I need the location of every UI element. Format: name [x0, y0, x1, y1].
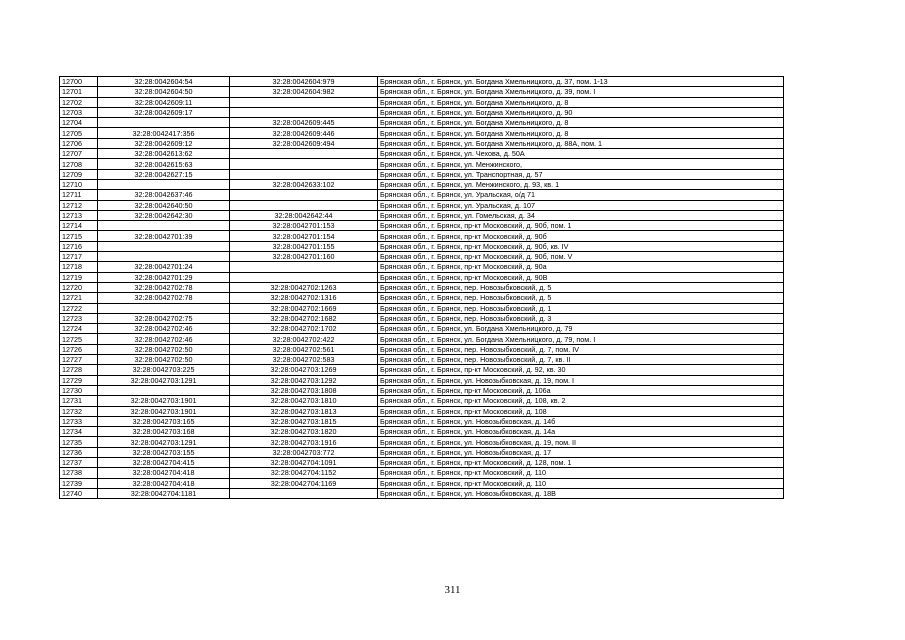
record-number-cell: 12728	[60, 365, 98, 375]
table-row	[60, 272, 784, 282]
record-number-cell: 12720	[60, 282, 98, 292]
address-cell: Брянская обл., г. Брянск, пер. Новозыбковский, д. 1	[378, 303, 784, 313]
record-number-cell: 12737	[60, 457, 98, 467]
cadastral-number-cell: 32:28:0042609:12	[98, 138, 230, 148]
cadastral-number-cell: 32:28:0042702:46	[98, 334, 230, 344]
record-number-cell: 12710	[60, 179, 98, 189]
address-cell: Брянская обл., г. Брянск, ул. Транспортная, д. 57	[378, 169, 784, 179]
building-cadastral-number-cell	[230, 200, 378, 210]
address-cell: Брянская обл., г. Брянск, ул. Новозыбковская, д. 18В	[378, 488, 784, 498]
table-row	[60, 385, 784, 395]
record-number-cell: 12724	[60, 324, 98, 334]
address-cell: Брянская обл., г. Брянск, ул. Новозыбковская, д. 19, пом. I	[378, 375, 784, 385]
record-number-cell: 12709	[60, 169, 98, 179]
building-cadastral-number-cell: 32:28:0042704:1091	[230, 457, 378, 467]
cadastral-number-cell: 32:28:0042704:415	[98, 457, 230, 467]
table-row	[60, 252, 784, 262]
table-row	[60, 457, 784, 467]
table-row	[60, 138, 784, 148]
record-number-cell: 12726	[60, 344, 98, 354]
record-number-cell: 12712	[60, 200, 98, 210]
cadastral-number-cell: 32:28:0042703:1291	[98, 437, 230, 447]
cadastral-number-cell: 32:28:0042704:1181	[98, 488, 230, 498]
record-number-cell: 12719	[60, 272, 98, 282]
table-row	[60, 375, 784, 385]
table-row	[60, 427, 784, 437]
record-number-cell: 12733	[60, 416, 98, 426]
building-cadastral-number-cell: 32:28:0042702:1669	[230, 303, 378, 313]
address-cell: Брянская обл., г. Брянск, пр-кт Московский, д. 90б, кв. IV	[378, 241, 784, 251]
table-row	[60, 344, 784, 354]
record-number-cell: 12727	[60, 355, 98, 365]
cadastral-number-cell	[98, 179, 230, 189]
building-cadastral-number-cell: 32:28:0042702:583	[230, 355, 378, 365]
table-row	[60, 324, 784, 334]
building-cadastral-number-cell: 32:28:0042604:982	[230, 87, 378, 97]
table-row	[60, 118, 784, 128]
cadastral-number-cell: 32:28:0042642:30	[98, 210, 230, 220]
cadastral-number-cell: 32:28:0042609:17	[98, 107, 230, 117]
building-cadastral-number-cell: 32:28:0042702:1263	[230, 282, 378, 292]
table-row	[60, 334, 784, 344]
page-number: 311	[444, 584, 461, 596]
address-cell: Брянская обл., г. Брянск, пр-кт Московский, д. 108	[378, 406, 784, 416]
cadastral-number-cell: 32:28:0042613:62	[98, 149, 230, 159]
record-number-cell: 12722	[60, 303, 98, 313]
cadastral-number-cell: 32:28:0042637:46	[98, 190, 230, 200]
building-cadastral-number-cell: 32:28:0042703:1820	[230, 427, 378, 437]
address-cell: Брянская обл., г. Брянск, ул. Чехова, д. 50А	[378, 149, 784, 159]
table-row	[60, 77, 784, 87]
address-cell: Брянская обл., г. Брянск, ул. Богдана Хмельницкого, д. 88А, пом. 1	[378, 138, 784, 148]
record-number-cell: 12715	[60, 231, 98, 241]
table-row	[60, 478, 784, 488]
building-cadastral-number-cell: 32:28:0042703:1916	[230, 437, 378, 447]
building-cadastral-number-cell: 32:28:0042702:1682	[230, 313, 378, 323]
cadastral-number-cell: 32:28:0042627:15	[98, 169, 230, 179]
address-cell: Брянская обл., г. Брянск, ул. Новозыбковская, д. 17	[378, 447, 784, 457]
address-cell: Брянская обл., г. Брянск, пр-кт Московский, д. 90а	[378, 262, 784, 272]
building-cadastral-number-cell: 32:28:0042703:1292	[230, 375, 378, 385]
register-table-body	[60, 77, 784, 499]
record-number-cell: 12713	[60, 210, 98, 220]
address-cell: Брянская обл., г. Брянск, ул. Уральская, д. 107	[378, 200, 784, 210]
address-cell: Брянская обл., г. Брянск, пр-кт Московский, д. 90б, пом. 1	[378, 221, 784, 231]
address-cell: Брянская обл., г. Брянск, ул. Богдана Хмельницкого, д. 37, пом. 1-13	[378, 77, 784, 87]
table-row	[60, 107, 784, 117]
table-row	[60, 447, 784, 457]
record-number-cell: 12731	[60, 396, 98, 406]
table-row	[60, 97, 784, 107]
table-row	[60, 87, 784, 97]
building-cadastral-number-cell: 32:28:0042703:1810	[230, 396, 378, 406]
building-cadastral-number-cell: 32:28:0042703:772	[230, 447, 378, 457]
building-cadastral-number-cell: 32:28:0042702:422	[230, 334, 378, 344]
table-row	[60, 303, 784, 313]
building-cadastral-number-cell: 32:28:0042701:155	[230, 241, 378, 251]
cadastral-number-cell: 32:28:0042702:78	[98, 293, 230, 303]
building-cadastral-number-cell	[230, 169, 378, 179]
address-cell: Брянская обл., г. Брянск, пр-кт Московский, д. 90В	[378, 272, 784, 282]
address-cell: Брянская обл., г. Брянск, пер. Новозыбковский, д. 5	[378, 293, 784, 303]
cadastral-number-cell: 32:28:0042640:50	[98, 200, 230, 210]
address-cell: Брянская обл., г. Брянск, ул. Новозыбковская, д. 14а	[378, 427, 784, 437]
record-number-cell: 12732	[60, 406, 98, 416]
cadastral-number-cell: 32:28:0042701:39	[98, 231, 230, 241]
building-cadastral-number-cell: 32:28:0042701:160	[230, 252, 378, 262]
building-cadastral-number-cell: 32:28:0042701:154	[230, 231, 378, 241]
cadastral-number-cell	[98, 118, 230, 128]
record-number-cell: 12739	[60, 478, 98, 488]
table-row	[60, 179, 784, 189]
cadastral-number-cell: 32:28:0042703:155	[98, 447, 230, 457]
building-cadastral-number-cell	[230, 107, 378, 117]
table-row	[60, 468, 784, 478]
cadastral-number-cell: 32:28:0042703:1901	[98, 406, 230, 416]
address-cell: Брянская обл., г. Брянск, ул. Менжинского, д. 93, кв. 1	[378, 179, 784, 189]
address-cell: Брянская обл., г. Брянск, пр-кт Московский, д. 90б, пом. V	[378, 252, 784, 262]
building-cadastral-number-cell: 32:28:0042703:1813	[230, 406, 378, 416]
address-cell: Брянская обл., г. Брянск, пр-кт Московский, д. 92, кв. 30	[378, 365, 784, 375]
address-cell: Брянская обл., г. Брянск, ул. Гомельская, д. 34	[378, 210, 784, 220]
record-number-cell: 12729	[60, 375, 98, 385]
address-cell: Брянская обл., г. Брянск, пр-кт Московский, д. 106а	[378, 385, 784, 395]
record-number-cell: 12706	[60, 138, 98, 148]
address-cell: Брянская обл., г. Брянск, пер. Новозыбковский, д. 3	[378, 313, 784, 323]
cadastral-number-cell: 32:28:0042702:75	[98, 313, 230, 323]
record-number-cell: 12707	[60, 149, 98, 159]
building-cadastral-number-cell: 32:28:0042704:1169	[230, 478, 378, 488]
building-cadastral-number-cell: 32:28:0042704:1152	[230, 468, 378, 478]
record-number-cell: 12734	[60, 427, 98, 437]
record-number-cell: 12704	[60, 118, 98, 128]
building-cadastral-number-cell: 32:28:0042702:561	[230, 344, 378, 354]
table-row	[60, 190, 784, 200]
record-number-cell: 12740	[60, 488, 98, 498]
table-row	[60, 210, 784, 220]
address-cell: Брянская обл., г. Брянск, ул. Новозыбковская, д. 14б	[378, 416, 784, 426]
table-row	[60, 282, 784, 292]
cadastral-number-cell: 32:28:0042704:418	[98, 468, 230, 478]
record-number-cell: 12721	[60, 293, 98, 303]
address-cell: Брянская обл., г. Брянск, пр-кт Московский, д. 110	[378, 468, 784, 478]
address-cell: Брянская обл., г. Брянск, пер. Новозыбковский, д. 7, кв. II	[378, 355, 784, 365]
cadastral-number-cell: 32:28:0042703:1291	[98, 375, 230, 385]
address-cell: Брянская обл., г. Брянск, ул. Богдана Хмельницкого, д. 8	[378, 97, 784, 107]
building-cadastral-number-cell	[230, 262, 378, 272]
record-number-cell: 12735	[60, 437, 98, 447]
building-cadastral-number-cell: 32:28:0042633:102	[230, 179, 378, 189]
address-cell: Брянская обл., г. Брянск, пр-кт Московский, д. 90б	[378, 231, 784, 241]
building-cadastral-number-cell: 32:28:0042703:1815	[230, 416, 378, 426]
cadastral-number-cell: 32:28:0042704:418	[98, 478, 230, 488]
cadastral-number-cell	[98, 303, 230, 313]
cadastral-number-cell: 32:28:0042701:29	[98, 272, 230, 282]
record-number-cell: 12701	[60, 87, 98, 97]
table-row	[60, 396, 784, 406]
address-cell: Брянская обл., г. Брянск, пр-кт Московский, д. 110	[378, 478, 784, 488]
building-cadastral-number-cell: 32:28:0042604:979	[230, 77, 378, 87]
address-cell: Брянская обл., г. Брянск, пр-кт Московский, д. 128, пом. 1	[378, 457, 784, 467]
building-cadastral-number-cell	[230, 488, 378, 498]
cadastral-number-cell	[98, 252, 230, 262]
building-cadastral-number-cell: 32:28:0042609:494	[230, 138, 378, 148]
cadastral-number-cell: 32:28:0042615:63	[98, 159, 230, 169]
address-cell: Брянская обл., г. Брянск, пер. Новозыбковский, д. 5	[378, 282, 784, 292]
cadastral-register-table	[59, 76, 784, 499]
cadastral-number-cell: 32:28:0042609:11	[98, 97, 230, 107]
cadastral-number-cell: 32:28:0042703:225	[98, 365, 230, 375]
building-cadastral-number-cell: 32:28:0042703:1808	[230, 385, 378, 395]
building-cadastral-number-cell: 32:28:0042609:446	[230, 128, 378, 138]
table-row	[60, 437, 784, 447]
record-number-cell: 12714	[60, 221, 98, 231]
building-cadastral-number-cell: 32:28:0042702:1316	[230, 293, 378, 303]
building-cadastral-number-cell	[230, 149, 378, 159]
record-number-cell: 12703	[60, 107, 98, 117]
table-row	[60, 406, 784, 416]
record-number-cell: 12716	[60, 241, 98, 251]
address-cell: Брянская обл., г. Брянск, ул. Богдана Хмельницкого, д. 90	[378, 107, 784, 117]
table-row	[60, 149, 784, 159]
cadastral-number-cell: 32:28:0042703:165	[98, 416, 230, 426]
table-row	[60, 313, 784, 323]
address-cell: Брянская обл., г. Брянск, ул. Богдана Хмельницкого, д. 8	[378, 118, 784, 128]
building-cadastral-number-cell	[230, 190, 378, 200]
address-cell: Брянская обл., г. Брянск, ул. Богдана Хмельницкого, д. 8	[378, 128, 784, 138]
cadastral-number-cell	[98, 241, 230, 251]
table-row	[60, 293, 784, 303]
record-number-cell: 12700	[60, 77, 98, 87]
building-cadastral-number-cell	[230, 272, 378, 282]
table-row	[60, 416, 784, 426]
table-row	[60, 231, 784, 241]
address-cell: Брянская обл., г. Брянск, ул. Новозыбковская, д. 19, пом. II	[378, 437, 784, 447]
table-row	[60, 200, 784, 210]
address-cell: Брянская обл., г. Брянск, ул. Богдана Хмельницкого, д. 79	[378, 324, 784, 334]
table-row	[60, 262, 784, 272]
building-cadastral-number-cell	[230, 159, 378, 169]
building-cadastral-number-cell: 32:28:0042702:1702	[230, 324, 378, 334]
table-row	[60, 159, 784, 169]
record-number-cell: 12718	[60, 262, 98, 272]
cadastral-number-cell: 32:28:0042701:24	[98, 262, 230, 272]
cadastral-number-cell: 32:28:0042703:168	[98, 427, 230, 437]
table-row	[60, 488, 784, 498]
address-cell: Брянская обл., г. Брянск, пер. Новозыбковский, д. 7, пом. IV	[378, 344, 784, 354]
address-cell: Брянская обл., г. Брянск, ул. Уральская, о/д 71	[378, 190, 784, 200]
building-cadastral-number-cell: 32:28:0042642:44	[230, 210, 378, 220]
cadastral-number-cell: 32:28:0042702:46	[98, 324, 230, 334]
record-number-cell: 12738	[60, 468, 98, 478]
record-number-cell: 12702	[60, 97, 98, 107]
address-cell: Брянская обл., г. Брянск, ул. Богдана Хмельницкого, д. 79, пом. I	[378, 334, 784, 344]
building-cadastral-number-cell: 32:28:0042609:445	[230, 118, 378, 128]
record-number-cell: 12711	[60, 190, 98, 200]
cadastral-number-cell: 32:28:0042703:1901	[98, 396, 230, 406]
cadastral-number-cell: 32:28:0042604:50	[98, 87, 230, 97]
address-cell: Брянская обл., г. Брянск, ул. Богдана Хмельницкого, д. 39, пом. I	[378, 87, 784, 97]
cadastral-number-cell: 32:28:0042604:54	[98, 77, 230, 87]
record-number-cell: 12730	[60, 385, 98, 395]
table-row	[60, 128, 784, 138]
table-row	[60, 221, 784, 231]
cadastral-number-cell	[98, 221, 230, 231]
record-number-cell: 12705	[60, 128, 98, 138]
building-cadastral-number-cell: 32:28:0042703:1269	[230, 365, 378, 375]
table-row	[60, 241, 784, 251]
cadastral-number-cell: 32:28:0042417:356	[98, 128, 230, 138]
cadastral-number-cell: 32:28:0042702:50	[98, 355, 230, 365]
record-number-cell: 12717	[60, 252, 98, 262]
record-number-cell: 12723	[60, 313, 98, 323]
table-row	[60, 355, 784, 365]
address-cell: Брянская обл., г. Брянск, ул. Менжинского,	[378, 159, 784, 169]
cadastral-number-cell	[98, 385, 230, 395]
cadastral-number-cell: 32:28:0042702:50	[98, 344, 230, 354]
table-row	[60, 169, 784, 179]
building-cadastral-number-cell	[230, 97, 378, 107]
cadastral-number-cell: 32:28:0042702:78	[98, 282, 230, 292]
building-cadastral-number-cell: 32:28:0042701:153	[230, 221, 378, 231]
record-number-cell: 12725	[60, 334, 98, 344]
address-cell: Брянская обл., г. Брянск, пр-кт Московский, д. 108, кв. 2	[378, 396, 784, 406]
record-number-cell: 12736	[60, 447, 98, 457]
record-number-cell: 12708	[60, 159, 98, 169]
table-row	[60, 365, 784, 375]
